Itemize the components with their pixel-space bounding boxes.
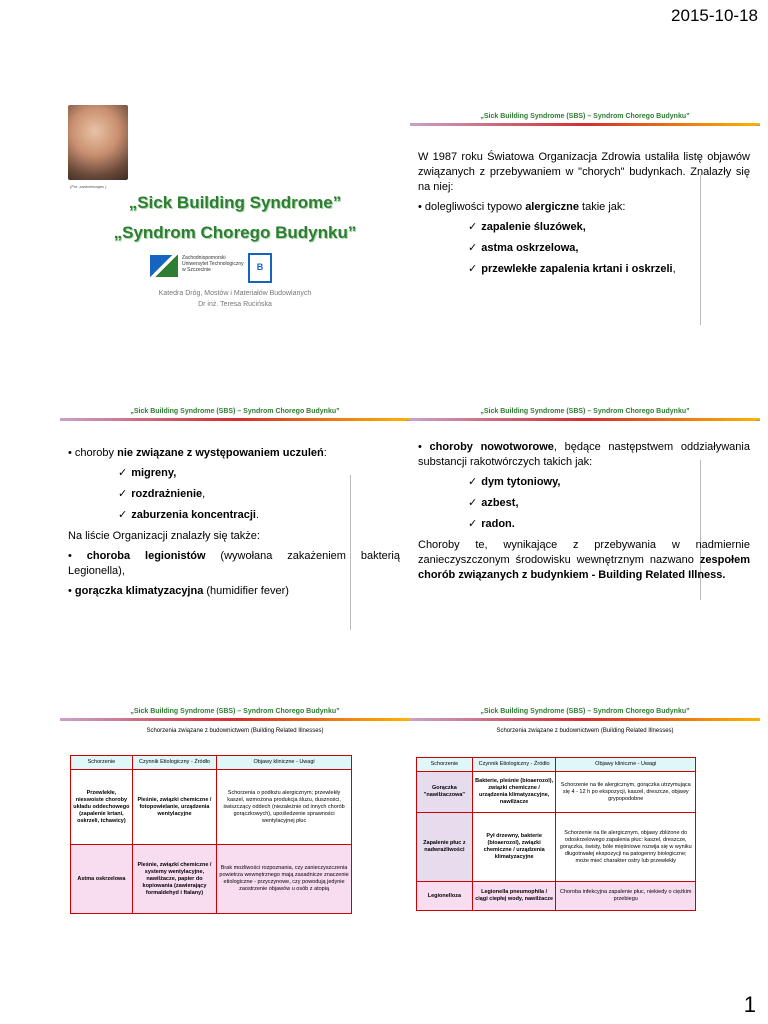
table-cell: Bakterie, pleśnie (bioaerozol), związki chemiczne / urządzenia klimatyzacyjne, nawilżacze (472, 772, 556, 813)
check-item: ✓ przewlekłe zapalenia krtani i oskrzeli, (468, 263, 676, 275)
slide-title (60, 105, 410, 365)
table-row (417, 813, 696, 882)
column-header: Czynnik Etiologiczny - Źródło (472, 758, 556, 772)
table-cell: Astma oskrzelowa (71, 845, 133, 914)
university-name: Zachodniopomorski Uniwersytet Technologiczny w Szczecinie (182, 255, 244, 273)
corner-mark (756, 420, 760, 421)
bri-paragraph: Choroby te, wynikające z przebywania w nadmiernie zanieczyszczonym środowisku wewnętrznym nazwano zespołem chorób związanych z budynkiem - Building Related Illness. (418, 539, 750, 581)
table-caption: Schorzenia związane z budownictwem (Building Related Illnesses) (146, 728, 324, 734)
table-cell: Legionelloza (417, 882, 473, 911)
cancer-bullet: • choroby nowotworowe, będące następstwem oddziaływania substancji rakotwórczych takich jak: (418, 441, 750, 468)
table-row (71, 770, 352, 845)
table-cell: Choroba infekcyjna zapalenie płuc, niekiedy o ciężkim przebiegu (556, 882, 696, 911)
department: Katedra Dróg, Mostów i Materiałów Budowlanych Dr inż. Teresa Rucińska (158, 290, 312, 308)
title-english: „Sick Building Syndrome” (128, 193, 342, 212)
table-row (71, 845, 352, 914)
column-header: Schorzenie (71, 756, 133, 770)
allergic-bullet: • dolegliwości typowo alergiczne takie jak: (418, 201, 626, 213)
header-divider (410, 418, 760, 421)
check-item: ✓ azbest, (468, 497, 519, 509)
table-cell: Pył drzewny, bakterie (bioaerozol), związki chemiczne / urządzenia klimatyzacyjne (472, 813, 556, 882)
header-divider (410, 123, 760, 126)
table-cell: Schorzenie na tle alergicznym, gorączka utrzymująca się 4 - 12 h po ekspozycji, kaszel, dreszcze, objawy grypopodobne (556, 772, 696, 813)
slide-header: „Sick Building Syndrome (SBS) – Syndrom Chorego Budynku” (130, 708, 340, 715)
check-item: ✓ dym tytoniowy, (468, 476, 561, 488)
check-item: ✓ zaburzenia koncentracji. (118, 509, 259, 521)
table-caption: Schorzenia związane z budownictwem (Building Related Illnesses) (496, 728, 674, 734)
header-divider (60, 718, 410, 721)
table-cell: Legionella pneumophila / ciągi ciepłej wody, nawilżacze (472, 882, 556, 911)
faculty-logo-icon: B (248, 253, 272, 283)
slide-table-1 (60, 700, 410, 960)
check-item: ✓ zapalenie śluzówek, (468, 221, 586, 233)
illness-table (70, 755, 352, 914)
table-row (417, 772, 696, 813)
humidifier-fever-bullet: • gorączka klimatyzacyjna (humidifier fever) (68, 585, 289, 597)
column-header: Objawy kliniczne - Uwagi (217, 756, 352, 770)
column-header: Schorzenie (417, 758, 473, 772)
university-logo-icon (150, 255, 178, 277)
slide-header: „Sick Building Syndrome (SBS) – Syndrom Chorego Budynku” (480, 708, 690, 715)
column-header: Czynnik Etiologiczny - Źródło (132, 756, 216, 770)
table-cell: Pleśnie, związki chemiczne / fotopowielanie, urządzenia wentylacyjne (132, 770, 216, 845)
illness-table (416, 757, 696, 911)
slide-cancer (410, 400, 760, 660)
slide-who-list (410, 105, 760, 365)
table-cell: Gorączka "nawilżaczowa" (417, 772, 473, 813)
header-divider (60, 418, 410, 421)
column-header: Objawy kliniczne - Uwagi (556, 758, 696, 772)
page-number: 1 (743, 992, 756, 1017)
slide-header: „Sick Building Syndrome (SBS) – Syndrom Chorego Budynku” (480, 113, 690, 120)
also-text: Na liście Organizacji znalazły się także: (68, 530, 260, 542)
slide-header: „Sick Building Syndrome (SBS) – Syndrom Chorego Budynku” (130, 408, 340, 415)
table-cell: Zapalenie płuc z nadwrażliwości (417, 813, 473, 882)
slide-body (418, 440, 750, 588)
check-item: ✓ migreny, (118, 467, 177, 479)
slide-body (68, 446, 400, 604)
slide-body (418, 150, 750, 283)
table-cell: Pleśnie, związki chemiczne / systemy wentylacyjne, nawilżacze, papier do kopiowania (zawierający formaldehyd i ftalany) (132, 845, 216, 914)
slide-table-2 (410, 700, 760, 960)
check-item: ✓ astma oskrzelowa, (468, 242, 579, 254)
table-cell: Schorzenia o podłożu alergicznym; przewlekły kaszel, wzmożona produkcja śluzu, duszności, świszczący oddech (niezależnie od innych chorób gorączkowych), upośledzenie sprawności wentylacyjnej płuc (217, 770, 352, 845)
header-divider (410, 718, 760, 721)
table-cell: Schorzenie na tle alergicznym, objawy zbliżone do odoskrzelowego zapalenia płuc: kaszel, dreszcze, gorączka, świsty, bóle mięśniowe rozwija się w wyniku długotrwałej ekspozycji na patogenny biologiczne; może mieć charakter ostry lub przewlekły (556, 813, 696, 882)
table-cell: Brak możliwości rozpoznania, czy zanieczyszczenia powietrza wewnętrznego mają zasadnicze znaczenie etiologiczne - przyczynowe, czy powodują jedynie zaostrzenie objawów u osób z atopią (217, 845, 352, 914)
date-label: 2015-10-18 (671, 6, 758, 25)
intro-text: W 1987 roku Światowa Organizacja Zdrowia ustaliła listę objawów związanych z przebywaniem w "chorych" budynkach. Znalazły się na niej: (418, 151, 750, 193)
table-row (417, 882, 696, 911)
check-item: ✓ radon. (468, 518, 515, 530)
slide-non-allergic (60, 400, 410, 660)
check-item: ✓ rozdrażnienie, (118, 488, 206, 500)
table-cell: Przewlekłe, nieswoiste choroby układu oddechowego (zapalenie krtani, oskrzeli, tchawicy) (71, 770, 133, 845)
corner-mark (756, 125, 760, 126)
title-polish: „Syndrom Chorego Budynku” (113, 223, 357, 242)
slide-header: „Sick Building Syndrome (SBS) – Syndrom Chorego Budynku” (480, 408, 690, 415)
legionnaires-bullet: • choroba legionistów (wywołana zakażeniem bakterią Legionella), (68, 550, 400, 577)
non-allergic-bullet: • choroby nie związane z występowaniem uczuleń: (68, 447, 327, 459)
woman-photo (68, 105, 128, 180)
photo-caption: (Fot. zaalonimages ) (70, 184, 107, 189)
